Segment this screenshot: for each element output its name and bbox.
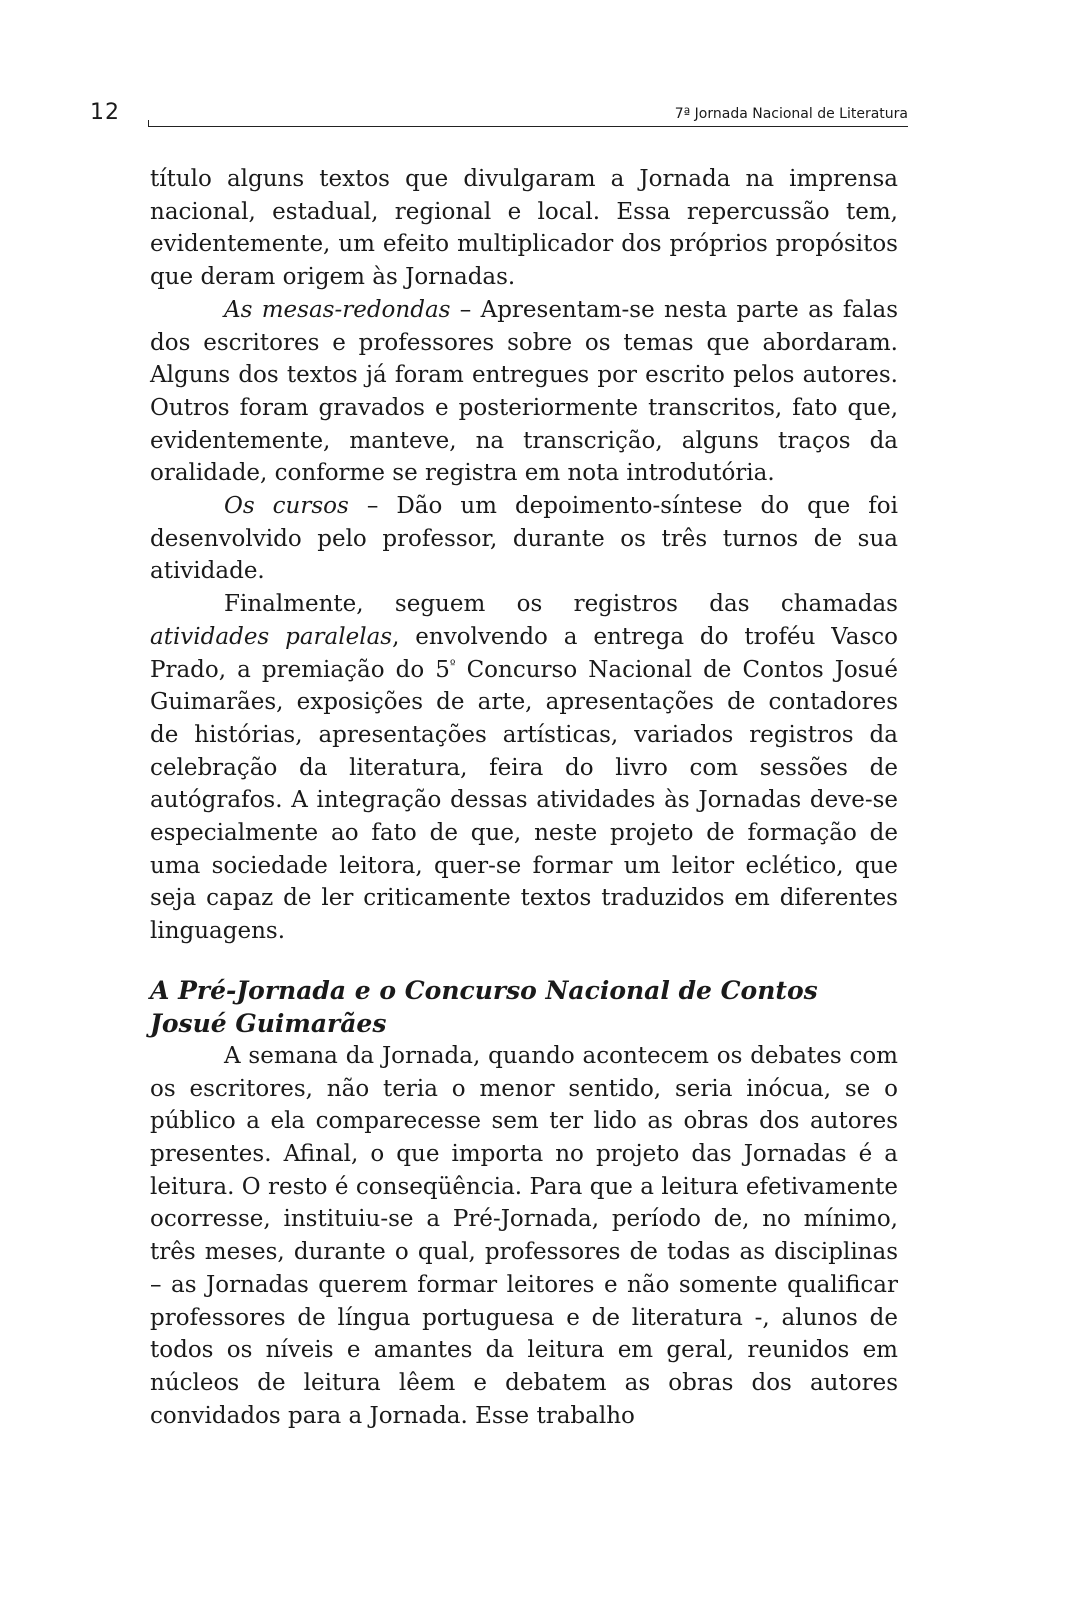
paragraph-mesas-redondas — [150, 294, 898, 490]
paragraph-4-part-a: Finalmente, seguem os registros das chamadas — [224, 591, 898, 618]
ordinal-superscript: º — [449, 656, 456, 671]
paragraph-pre-jornada — [150, 1040, 898, 1432]
paragraph-cursos-text: – Dão um depoimento-síntese do que foi desenvolvido pelo professor, durante os três turnos de sua atividade. — [150, 493, 898, 585]
paragraph-4-part-b: , envolvendo a entrega do troféu Vasco Prado, a premiação do 5 — [150, 623, 898, 683]
paragraph-mesas-redondas-text: – Apresentam-se nesta parte as falas dos escritores e professores sobre os temas que abordaram. Alguns dos textos já foram entregues por escrito pelos autores. Outros foram gravados e posteriormente transcritos, fato que, evidentemente, manteve, na transcrição, alguns traços da oralidade, conforme se registra em nota introdutória. — [150, 296, 899, 487]
body-text — [150, 163, 898, 1432]
cursos-term: Os cursos — [224, 493, 349, 520]
paragraph-atividades-paralelas — [150, 588, 898, 948]
paragraph-cursos — [150, 490, 898, 588]
paragraph-4-part-c: Concurso Nacional de Contos Josué Guimarães, exposições de arte, apresentações de contadores de histórias, apresentações artísticas, variados registros da celebração da literatura, feira do livro com sessões de autógrafos. A integração dessas atividades às Jornadas deve-se especialmente ao fato de que, neste projeto de formação de uma sociedade leitora, quer-se formar um leitor eclético, que seja capaz de ler criticamente textos traduzidos em diferentes linguagens. — [150, 656, 898, 945]
atividades-paralelas-term: atividades paralelas — [150, 623, 393, 650]
paragraph-1 — [150, 163, 898, 294]
paragraph-1-text: título alguns textos que divulgaram a Jornada na imprensa nacional, estadual, regional e local. Essa repercussão tem, evidentemente, um efeito multiplicador dos próprios propósitos que deram origem às Jornadas. — [150, 166, 898, 291]
header-rule — [148, 126, 908, 127]
page-number: 12 — [90, 100, 120, 125]
mesas-redondas-term: As mesas-redondas — [224, 296, 451, 323]
paragraph-pre-jornada-text: A semana da Jornada, quando acontecem os debates com os escritores, não teria o menor sentido, seria inócua, se o público a ela comparecesse sem ter lido as obras dos autores presentes. Afinal, o que importa no projeto das Jornadas é a leitura. O resto é conseqüência. Para que a leitura efetivamente ocorresse, instituiu-se a Pré-Jornada, período de, no mínimo, três meses, durante o qual, professores de todas as disciplinas – as Jornadas querem formar leitores e não somente qualificar professores de língua portuguesa e de literatura -, alunos de todos os níveis e amantes da leitura em geral, reunidos em núcleos de leitura lêem e debatem as obras dos autores convidados para a Jornada. Esse trabalho — [150, 1042, 898, 1429]
section-heading: A Pré-Jornada e o Concurso Nacional de Contos Josué Guimarães — [150, 975, 818, 1038]
running-header-title: 7ª Jornada Nacional de Literatura — [674, 106, 908, 122]
